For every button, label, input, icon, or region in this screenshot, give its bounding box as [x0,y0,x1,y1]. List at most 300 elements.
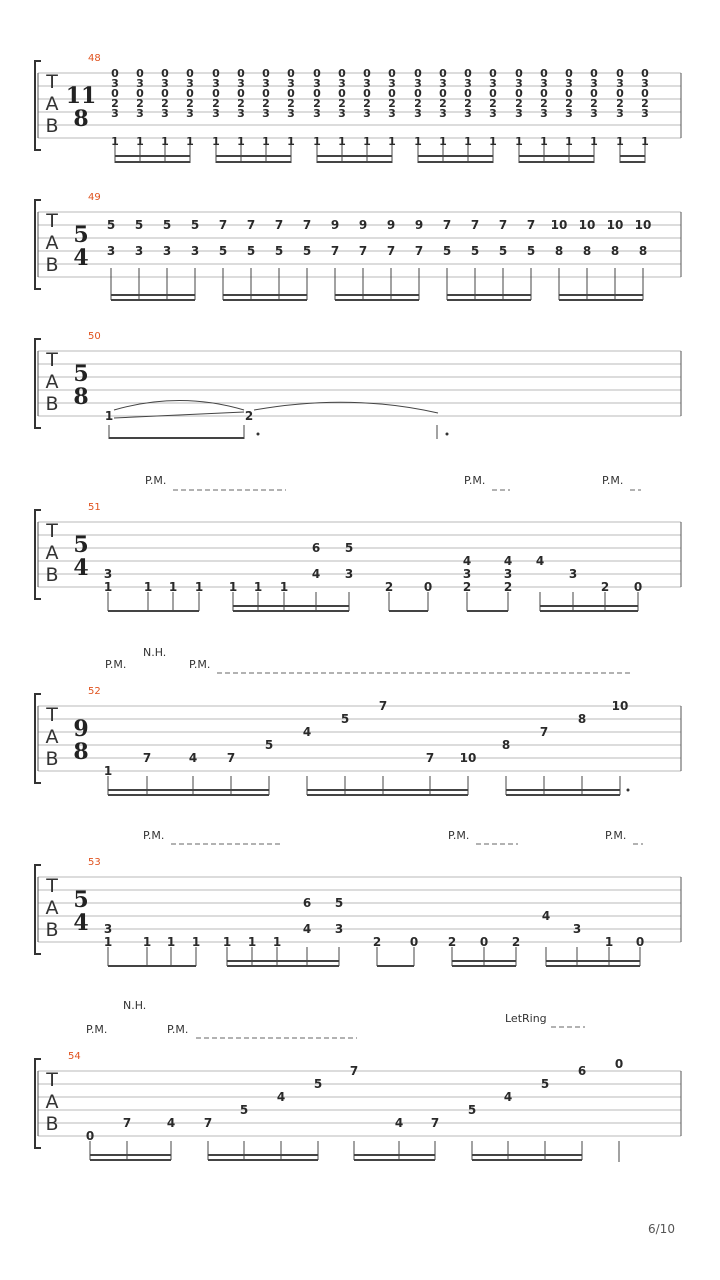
chord-fret-number: 0 [161,87,169,100]
chord-fret-number: 3 [616,77,624,90]
time-signature-bottom: 8 [73,739,89,765]
palm-mute-label: P.M. [189,658,211,671]
chord-fret-number: 1 [287,135,295,148]
chord-fret-number: 0 [439,67,447,80]
chord-fret-number: 2 [489,97,497,110]
fret-number: 9 [358,218,368,232]
chord-fret-number: 0 [313,67,321,80]
fret-number: 3 [334,922,344,936]
chord-fret-number: 2 [540,97,548,110]
measure-number: 50 [88,331,101,342]
chord-fret-number: 0 [111,67,119,80]
fret-number: 5 [526,244,536,258]
chord-fret-number: 1 [363,135,371,148]
fret-number: 7 [386,244,396,258]
chord-fret-number: 0 [136,67,144,80]
fret-number: 1 [168,580,178,594]
fret-number: 5 [162,218,172,232]
chord-fret-number: 2 [565,97,573,110]
chord-fret-number: 0 [287,67,295,80]
chord-fret-number: 3 [489,107,497,120]
measure-number: 54 [68,1051,81,1062]
fret-number: 4 [302,725,312,739]
chord-fret-number: 2 [616,97,624,110]
chord-fret-number: 0 [262,87,270,100]
tab-clef-letter: T [46,1069,58,1091]
tab-clef-letter: A [45,1091,59,1113]
tab-clef-letter: A [45,726,59,748]
chord-fret-number: 3 [136,107,144,120]
tab-clef-letter: A [45,897,59,919]
chord-fret-number: 3 [186,107,194,120]
chord-fret-number: 3 [489,77,497,90]
palm-mute-label: P.M. [86,1023,108,1036]
fret-number: 7 [142,751,152,765]
fret-number: 5 [334,896,344,910]
chord-fret-number: 1 [262,135,270,148]
fret-number: 7 [302,218,312,232]
chord-fret-number: 3 [565,107,573,120]
chord-fret-number: 3 [515,107,523,120]
chord-fret-number: 3 [363,77,371,90]
fret-number: 2 [600,580,610,594]
chord-fret-number: 3 [287,107,295,120]
chord-fret-number: 3 [616,107,624,120]
natural-harmonic-label: N.H. [123,999,147,1012]
measure-number: 53 [88,857,101,868]
chord-fret-number: 3 [237,77,245,90]
fret-number: 7 [330,244,340,258]
chord-fret-number: 1 [515,135,523,148]
tab-clef-letter: T [46,520,58,542]
chord-fret-number: 0 [540,87,548,100]
chord-fret-number: 0 [414,67,422,80]
chord-fret-number: 3 [262,107,270,120]
fret-number: 8 [582,244,592,258]
chord-fret-number: 0 [414,87,422,100]
fret-number: 8 [638,244,648,258]
fret-number: 5 [264,738,274,752]
fret-number: 8 [501,738,511,752]
chord-fret-number: 1 [186,135,194,148]
chord-fret-number: 0 [641,87,649,100]
chord-fret-number: 0 [565,67,573,80]
palm-mute-label: P.M. [167,1023,189,1036]
chord-fret-number: 2 [515,97,523,110]
fret-number: 7 [226,751,236,765]
fret-number: 4 [188,751,198,765]
tab-clef-letter: B [45,748,59,770]
chord-fret-number: 0 [237,87,245,100]
chord-fret-number: 1 [540,135,548,148]
chord-fret-number: 0 [287,87,295,100]
chord-fret-number: 0 [136,87,144,100]
chord-fret-number: 0 [186,67,194,80]
chord-fret-number: 3 [237,107,245,120]
dot [446,433,449,436]
fret-number: 5 [274,244,284,258]
chord-fret-number: 3 [161,107,169,120]
fret-number: 7 [539,725,549,739]
fret-number: 3 [134,244,144,258]
fret-number: 1 [247,935,257,949]
chord-fret-number: 0 [161,67,169,80]
chord-fret-number: 0 [565,87,573,100]
dot [627,789,630,792]
fret-number: 5 [190,218,200,232]
fret-number: 5 [344,541,354,555]
tab-clef-letter: T [46,71,58,93]
chord-fret-number: 1 [161,135,169,148]
fret-number: 10 [459,751,477,765]
chord-fret-number: 2 [414,97,422,110]
time-signature-top: 11 [65,83,97,109]
tab-clef-letter: T [46,704,58,726]
palm-mute-label: P.M. [602,474,624,487]
chord-fret-number: 0 [489,87,497,100]
fret-number: 1 [194,580,204,594]
tab-clef-letter: T [46,875,58,897]
fret-number: 3 [106,244,116,258]
fret-number: 0 [633,580,643,594]
fret-number: 2 [511,935,521,949]
fret-number: 7 [378,699,388,713]
natural-harmonic-label: N.H. [143,646,167,659]
chord-fret-number: 1 [313,135,321,148]
chord-fret-number: 1 [111,135,119,148]
fret-number: 7 [246,218,256,232]
fret-number: 0 [614,1057,624,1071]
fret-number: 1 [104,409,114,423]
fret-number: 1 [103,764,113,778]
fret-number: 4 [503,1090,513,1104]
tab-clef-letter: B [45,564,59,586]
chord-fret-number: 3 [388,107,396,120]
chord-fret-number: 1 [464,135,472,148]
tab-clef-letter: B [45,919,59,941]
chord-fret-number: 3 [212,77,220,90]
fret-number: 7 [203,1116,213,1130]
fret-number: 7 [358,244,368,258]
chord-fret-number: 0 [464,67,472,80]
chord-fret-number: 3 [338,107,346,120]
chord-fret-number: 1 [414,135,422,148]
chord-fret-number: 3 [540,77,548,90]
fret-number: 9 [330,218,340,232]
palm-mute-label: P.M. [464,474,486,487]
chord-fret-number: 2 [136,97,144,110]
fret-number: 5 [246,244,256,258]
chord-fret-number: 1 [616,135,624,148]
fret-number: 9 [414,218,424,232]
tab-clef-letter: B [45,1113,59,1135]
chord-fret-number: 3 [111,77,119,90]
fret-number: 5 [106,218,116,232]
chord-fret-number: 1 [212,135,220,148]
fret-number: 3 [190,244,200,258]
chord-fret-number: 0 [515,67,523,80]
time-signature-top: 5 [73,532,89,558]
fret-number: 0 [85,1129,95,1143]
fret-number: 3 [344,567,354,581]
chord-fret-number: 0 [464,87,472,100]
fret-number: 7 [470,218,480,232]
fret-number: 1 [166,935,176,949]
chord-fret-number: 3 [388,77,396,90]
palm-mute-label: P.M. [105,658,127,671]
fret-number: 5 [498,244,508,258]
measure-number: 49 [88,192,101,203]
chord-fret-number: 3 [111,107,119,120]
chord-fret-number: 0 [212,87,220,100]
fret-number: 0 [635,935,645,949]
fret-number: 3 [568,567,578,581]
fret-number: 10 [578,218,596,232]
fret-number: 2 [372,935,382,949]
fret-number: 2 [244,409,254,423]
time-signature-bottom: 4 [73,910,89,936]
chord-fret-number: 2 [262,97,270,110]
fret-number: 6 [577,1064,587,1078]
fret-number: 1 [279,580,289,594]
tab-clef-letter: A [45,232,59,254]
fret-number: 5 [540,1077,550,1091]
fret-number: 3 [462,567,472,581]
palm-mute-label: P.M. [448,829,470,842]
chord-fret-number: 0 [338,67,346,80]
time-signature-top: 9 [73,716,89,742]
chord-fret-number: 3 [414,77,422,90]
chord-fret-number: 3 [641,77,649,90]
chord-fret-number: 3 [464,77,472,90]
fret-number: 8 [610,244,620,258]
fret-number: 7 [349,1064,359,1078]
chord-fret-number: 2 [439,97,447,110]
chord-fret-number: 3 [287,77,295,90]
fret-number: 5 [134,218,144,232]
fret-number: 1 [604,935,614,949]
let-ring-label: LetRing [505,1012,547,1025]
chord-fret-number: 3 [212,107,220,120]
fret-number: 7 [218,218,228,232]
chord-fret-number: 0 [590,87,598,100]
chord-fret-number: 3 [313,77,321,90]
fret-number: 10 [634,218,652,232]
fret-number: 2 [503,580,513,594]
fret-number: 10 [606,218,624,232]
chord-fret-number: 3 [565,77,573,90]
measure-number: 48 [88,53,101,64]
chord-fret-number: 3 [136,77,144,90]
fret-number: 7 [498,218,508,232]
chord-fret-number: 1 [565,135,573,148]
chord-fret-number: 1 [590,135,598,148]
fret-number: 1 [222,935,232,949]
measure-number: 51 [88,502,101,513]
chord-fret-number: 2 [161,97,169,110]
chord-fret-number: 3 [540,107,548,120]
fret-number: 5 [467,1103,477,1117]
chord-fret-number: 3 [363,107,371,120]
tab-clef-letter: A [45,542,59,564]
fret-number: 7 [414,244,424,258]
tab-clef-letter: T [46,210,58,232]
chord-fret-number: 0 [616,67,624,80]
chord-fret-number: 1 [136,135,144,148]
palm-mute-label: P.M. [145,474,167,487]
fret-number: 5 [470,244,480,258]
chord-fret-number: 3 [186,77,194,90]
fret-number: 1 [142,935,152,949]
fret-number: 5 [442,244,452,258]
fret-number: 7 [430,1116,440,1130]
fret-number: 6 [311,541,321,555]
chord-fret-number: 2 [287,97,295,110]
fret-number: 0 [479,935,489,949]
chord-fret-number: 0 [590,67,598,80]
chord-fret-number: 2 [186,97,194,110]
time-signature-bottom: 8 [73,106,89,132]
fret-number: 10 [611,699,629,713]
chord-fret-number: 2 [388,97,396,110]
fret-number: 10 [550,218,568,232]
fret-number: 3 [103,922,113,936]
tab-clef-letter: B [45,393,59,415]
chord-fret-number: 2 [338,97,346,110]
fret-number: 5 [218,244,228,258]
chord-fret-number: 0 [212,67,220,80]
chord-fret-number: 3 [515,77,523,90]
fret-number: 3 [162,244,172,258]
chord-fret-number: 3 [414,107,422,120]
fret-number: 2 [384,580,394,594]
chord-fret-number: 0 [439,87,447,100]
fret-number: 4 [394,1116,404,1130]
chord-fret-number: 1 [338,135,346,148]
chord-fret-number: 0 [616,87,624,100]
fret-number: 1 [272,935,282,949]
fret-number: 8 [554,244,564,258]
page-number: 6/10 [648,1222,675,1236]
tab-clef-letter: A [45,93,59,115]
chord-fret-number: 3 [590,107,598,120]
fret-number: 4 [541,909,551,923]
fret-number: 1 [103,935,113,949]
fret-number: 0 [409,935,419,949]
chord-fret-number: 2 [313,97,321,110]
chord-fret-number: 0 [262,67,270,80]
fret-number: 4 [535,554,545,568]
chord-fret-number: 0 [489,67,497,80]
fret-number: 3 [572,922,582,936]
tie-slur [114,401,244,411]
fret-number: 4 [311,567,321,581]
fret-number: 4 [276,1090,286,1104]
fret-number: 4 [302,922,312,936]
tab-clef-letter: B [45,115,59,137]
fret-number: 5 [340,712,350,726]
time-signature-top: 5 [73,361,89,387]
chord-fret-number: 0 [515,87,523,100]
fret-number: 2 [447,935,457,949]
slide-line [114,412,244,418]
chord-fret-number: 3 [439,107,447,120]
time-signature-top: 5 [73,887,89,913]
chord-fret-number: 0 [641,67,649,80]
chord-fret-number: 2 [111,97,119,110]
chord-fret-number: 0 [313,87,321,100]
fret-number: 7 [425,751,435,765]
chord-fret-number: 0 [540,67,548,80]
fret-number: 3 [503,567,513,581]
fret-number: 4 [503,554,513,568]
fret-number: 6 [302,896,312,910]
tab-clef-letter: A [45,371,59,393]
tab-clef-letter: T [46,349,58,371]
time-signature-top: 5 [73,222,89,248]
fret-number: 4 [462,554,472,568]
chord-fret-number: 1 [489,135,497,148]
fret-number: 7 [274,218,284,232]
fret-number: 1 [103,580,113,594]
fret-number: 1 [143,580,153,594]
fret-number: 5 [239,1103,249,1117]
chord-fret-number: 2 [590,97,598,110]
chord-fret-number: 0 [111,87,119,100]
chord-fret-number: 0 [388,67,396,80]
fret-number: 5 [313,1077,323,1091]
chord-fret-number: 0 [338,87,346,100]
fret-number: 5 [302,244,312,258]
chord-fret-number: 1 [388,135,396,148]
fret-number: 3 [103,567,113,581]
chord-fret-number: 3 [313,107,321,120]
chord-fret-number: 3 [464,107,472,120]
fret-number: 7 [122,1116,132,1130]
chord-fret-number: 3 [590,77,598,90]
chord-fret-number: 2 [237,97,245,110]
palm-mute-label: P.M. [143,829,165,842]
fret-number: 7 [442,218,452,232]
measure-number: 52 [88,686,101,697]
fret-number: 2 [462,580,472,594]
chord-fret-number: 3 [641,107,649,120]
time-signature-bottom: 4 [73,245,89,271]
chord-fret-number: 3 [439,77,447,90]
chord-fret-number: 2 [212,97,220,110]
tie-slur [254,402,438,413]
fret-number: 0 [423,580,433,594]
time-signature-bottom: 8 [73,384,89,410]
fret-number: 7 [526,218,536,232]
chord-fret-number: 0 [237,67,245,80]
tab-clef-letter: B [45,254,59,276]
palm-mute-label: P.M. [605,829,627,842]
chord-fret-number: 2 [641,97,649,110]
chord-fret-number: 0 [186,87,194,100]
chord-fret-number: 0 [363,67,371,80]
chord-fret-number: 3 [338,77,346,90]
fret-number: 4 [166,1116,176,1130]
fret-number: 1 [228,580,238,594]
chord-fret-number: 3 [262,77,270,90]
chord-fret-number: 0 [388,87,396,100]
chord-fret-number: 2 [363,97,371,110]
chord-fret-number: 0 [363,87,371,100]
chord-fret-number: 1 [439,135,447,148]
dot [257,433,260,436]
fret-number: 1 [253,580,263,594]
